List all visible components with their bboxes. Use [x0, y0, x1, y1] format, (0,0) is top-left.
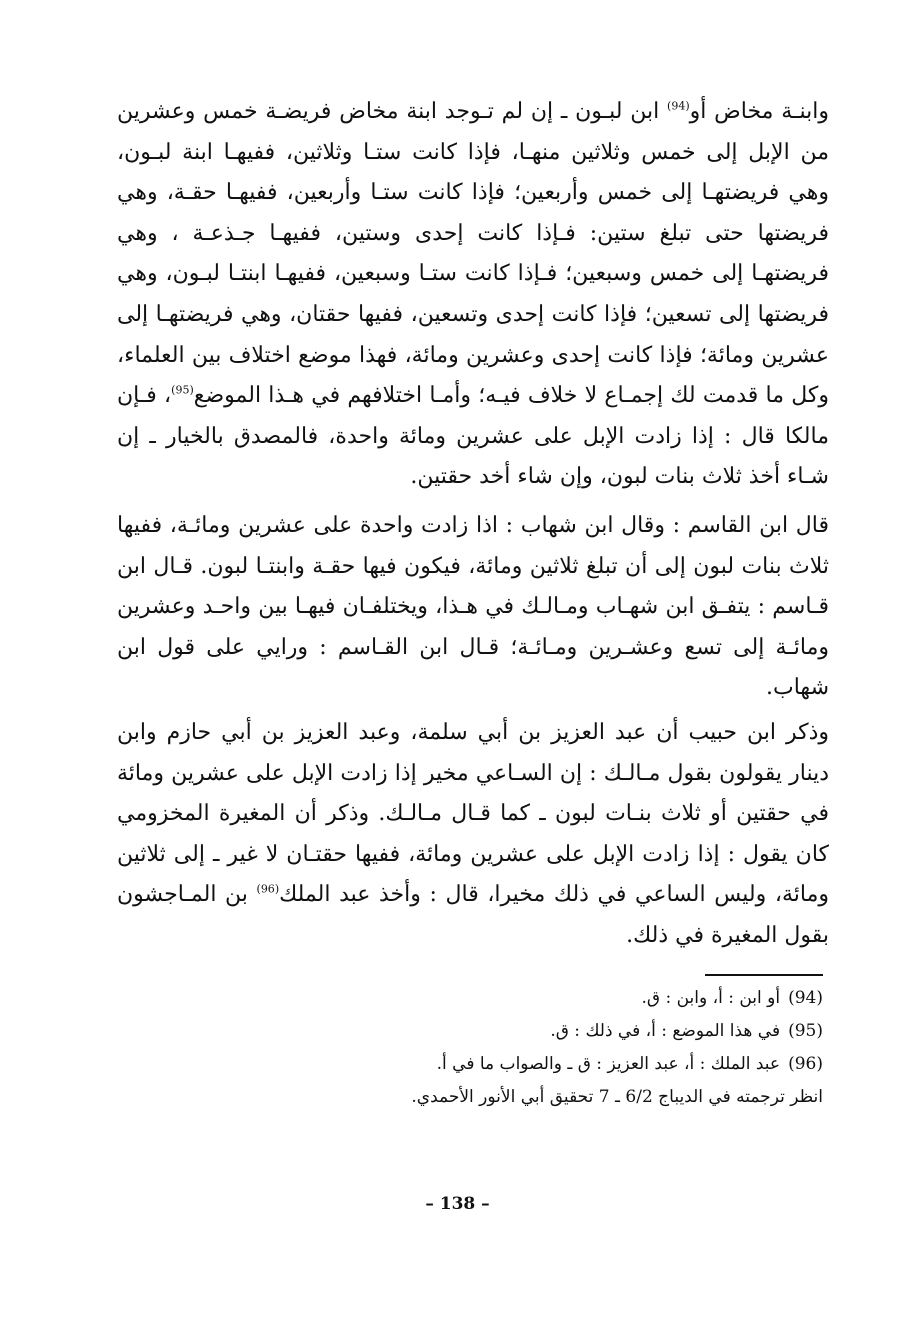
paragraph-text: وابنـة مخاض أو [689, 99, 829, 124]
page-number: – 138 – [425, 1194, 490, 1214]
footnote-number: (95) [788, 1021, 823, 1041]
footnote-reference-95: (95) [171, 383, 194, 397]
footnote-96-continuation [300, 1081, 823, 1114]
footnote-text: في هذا الموضع : أ، في ذلك : ق. [550, 1021, 781, 1041]
footnotes-section [300, 982, 823, 1114]
paragraph-ibn-habib [117, 713, 829, 957]
footnote-number: (94) [788, 988, 823, 1008]
footnote-number: (96) [788, 1054, 823, 1074]
footnote-text: عبد الملك : أ، عبد العزيز : ق ـ والصواب ما في أ. [436, 1054, 781, 1074]
footnote-reference-94: (94) [667, 99, 690, 113]
footnote-95 [300, 1015, 823, 1048]
paragraph-text: بن المـاجشون بقول المغيرة في ذلك. [117, 882, 829, 948]
footnote-text: أو ابن : أ، وابن : ق. [641, 988, 781, 1008]
footnote-separator-rule [705, 974, 823, 976]
paragraph-text: قال ابن القاسم : وقال ابن شهاب : اذا زادت واحدة على عشرين ومائـة، ففيها ثلاث بنات لبون إلى أن تبلغ ثلاثين ومائة، فيكون فيها حقـة وابنتـا لبون. قـال ابن قـاسم : يتفـق ابن شهـاب ومـالـك في هـذا، ويختلفـان فيهـا بين واحـد وعشرين ومائـة إلى تسع وعشـرين ومـائـة؛ قـال ابن القـاسم : ورايي على قول ابن شهاب. [117, 513, 829, 701]
paragraph-text: ابن لبـون ـ إن لم تـوجد ابنة مخاض فريضـة خمس وعشرين من الإبل إلى خمس وثلاثين منهـا، فإذا كانت ستـا وثلاثين، ففيهـا ابنة لبـون، وهي فريضتهـا إلى خمس وأربعين؛ فإذا كانت ستـا وأربعين، ففيهـا حقـة، وهي فريضتها حتى تبلغ ستين: فـإذا كانت إحدى وستين، ففيهـا جـذعـة ، وهي فريضتهـا إلى خمس وسبعين؛ فـإذا كانت ستـا وسبعين، ففيهـا ابنتـا لبـون، وهي فريضتها إلى تسعين؛ فإذا كانت إحدى وتسعين، ففيها حقتان، وهي فريضتهـا إلى عشرين ومائة؛ فإذا كانت إحدى وعشرين ومائة، فهذا موضع اختلاف بين العلماء، وكل ما قدمت لك إجمـاع لا خلاف فيـه؛ وأمـا اختلافهم في هـذا الموضع [117, 99, 830, 409]
paragraph-ibn-qasim [117, 506, 829, 709]
paragraph-text: ، فـإن مالكا قال : إذا زادت الإبل على عشرين ومائة واحدة، فالمصدق بالخيار ـ إن شـاء أخذ ثلاث بنات لبون، وإن شاء أخد حقتين. [117, 383, 829, 490]
footnote-reference-96: (96) [256, 883, 280, 897]
paragraph-text: وذكر ابن حبيب أن عبد العزيز بن أبي سلمة، وعبد العزيز بن أبي حازم وابن دينار يقولون بقول مـالـك : إن السـاعي مخير إذا زادت الإبل على عشرين ومائة في حقتين أو ثلاث بنـات لبون ـ كما قـال مـالـك. وذكر أن المغيرة المخزومي كان يقول : إذا زادت الإبل على عشرين ومائة، ففيها حقتـان لا غير ـ إلى ثلاثين ومائة، وليس الساعي في ذلك مخيرا، قال : وأخذ عبد الملك [117, 720, 829, 908]
footnote-96 [300, 1048, 823, 1081]
paragraph-camel-zakat [117, 92, 829, 498]
footnote-text: انظر ترجمته في الديباج 6/2 ـ 7 تحقيق أبي الأنور الأحمدي. [411, 1087, 823, 1107]
footnote-94 [300, 982, 823, 1015]
